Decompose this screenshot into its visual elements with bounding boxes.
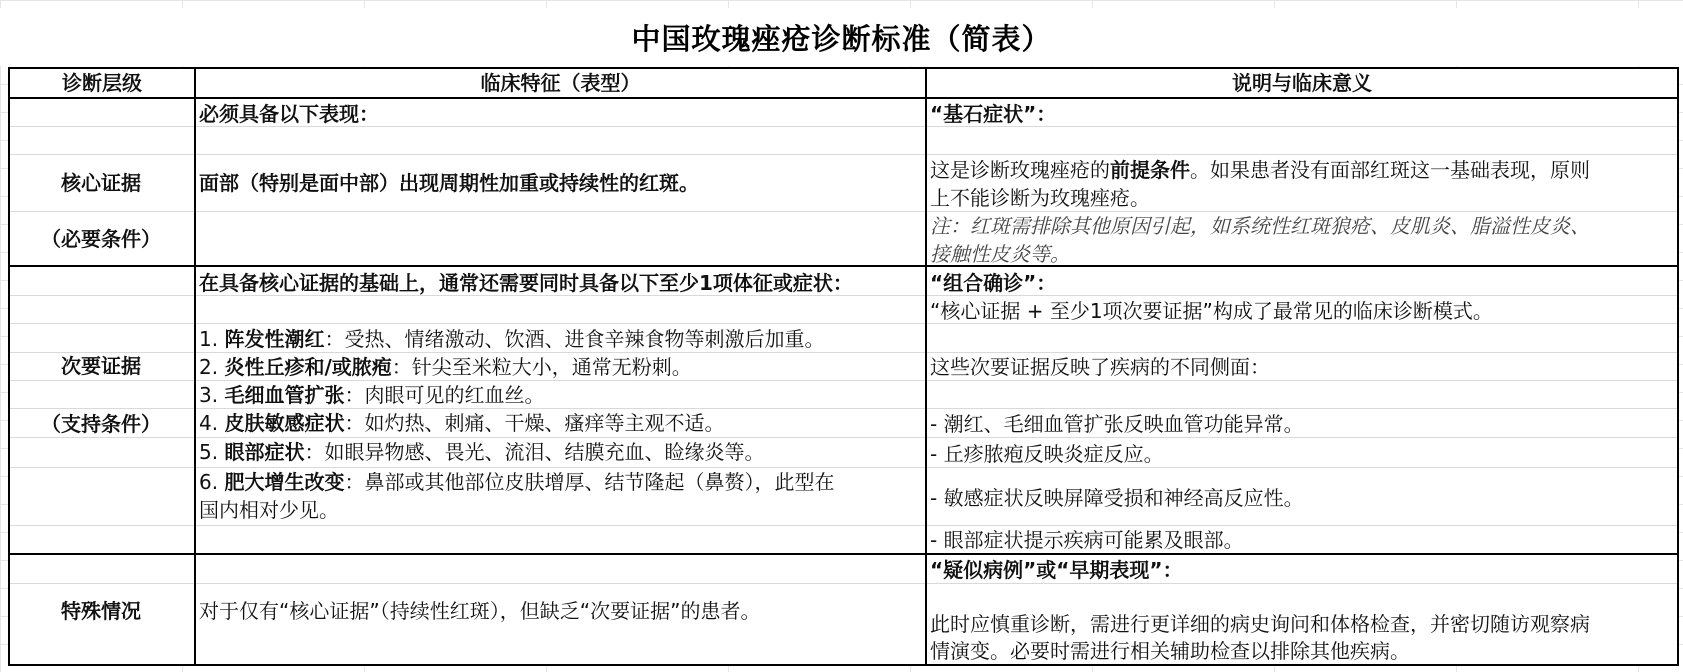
item-desc: ：如眼异物感、畏光、流泪、结膜充血、睑缘炎等。 [304, 440, 765, 464]
minor-exp-line2: 这些次要证据反映了疾病的不同侧面： [930, 355, 1270, 379]
item-number: 4. [199, 411, 225, 435]
table-title: 中国玫瑰痤疮诊断标准（简表） [0, 8, 1683, 66]
item-desc: ：如灼热、刺痛、干燥、瘙痒等主观不适。 [344, 411, 725, 435]
item-desc: ：针尖至米粒大小，通常无粉刺。 [391, 355, 692, 379]
item-desc: ：鼻部或其他部位皮肤增厚、结节隆起（鼻赘），此型在 [344, 470, 835, 494]
minor-bullet: - 丘疹脓疱反映炎症反应。 [930, 442, 1164, 466]
row-border [8, 553, 1679, 555]
item-name: 炎性丘疹和/或脓疱 [224, 355, 392, 379]
item-name: 眼部症状 [224, 440, 305, 464]
row-guide [8, 583, 1679, 584]
minor-item [199, 409, 724, 437]
item-number: 1. [199, 327, 225, 351]
core-feature: 面部（特别是面中部）出现周期性加重或持续性的红斑。 [199, 171, 699, 195]
minor-bullet: - 敏感症状反映屏障受损和神经高反应性。 [930, 486, 1304, 510]
item-desc: ：肉眼可见的红血丝。 [344, 383, 545, 407]
item-name: 皮肤敏感症状 [224, 411, 345, 435]
column-border [925, 67, 927, 666]
minor-item [199, 438, 764, 466]
core-note-line2: 接触性皮炎等。 [930, 242, 1070, 266]
special-level-label: 特殊情况 [61, 599, 141, 623]
item-desc: ：受热、情绪激动、饮酒、进食辛辣食物等刺激后加重。 [324, 327, 825, 351]
item-number: 6. [199, 470, 225, 494]
core-requirement: 必须具备以下表现： [199, 102, 379, 126]
core-exp-title: “基石症状”： [930, 102, 1057, 126]
special-exp-line2: 情演变。必要时需进行相关辅助检查以排除其他疾病。 [930, 639, 1410, 663]
header-level: 诊断层级 [62, 71, 142, 95]
header-border [8, 97, 1679, 99]
minor-item-continued: 国内相对少见。 [199, 498, 339, 522]
core-exp-bold: 前提条件 [1110, 158, 1190, 182]
row-guide [8, 525, 1679, 526]
core-exp-post: 。如果患者没有面部红斑这一基础表现，原则 [1190, 158, 1590, 182]
item-number: 2. [199, 355, 225, 379]
core-exp-line2: 上不能诊断为玫瑰痤疮。 [930, 186, 1150, 210]
core-exp-line1 [930, 156, 1590, 184]
minor-requirement: 在具备核心证据的基础上，通常还需要同时具备以下至少1项体征或症状： [199, 271, 853, 295]
table-border-bottom [8, 664, 1679, 666]
header-features: 临床特征（表型） [480, 71, 641, 95]
item-name: 肥大增生改变 [224, 470, 345, 494]
minor-item [199, 381, 544, 409]
row-guide [8, 154, 1679, 155]
minor-bullet: - 眼部症状提示疾病可能累及眼部。 [930, 528, 1244, 552]
minor-item [199, 353, 692, 381]
row-border [8, 265, 1679, 267]
item-number: 3. [199, 383, 225, 407]
special-exp-line1: 此时应慎重诊断，需进行更详细的病史询问和体格检查，并密切随访观察病 [930, 612, 1590, 636]
minor-exp-title: “组合确诊”： [930, 271, 1057, 295]
minor-item [199, 468, 834, 496]
special-exp-title: “疑似病例”或“早期表现”： [930, 558, 1183, 582]
core-level-label: 核心证据 [61, 171, 141, 195]
core-exp-pre: 这是诊断玫瑰痤疮的 [930, 158, 1110, 182]
minor-bullet: - 潮红、毛细血管扩张反映血管功能异常。 [930, 412, 1304, 436]
item-name: 阵发性潮红 [224, 327, 325, 351]
core-note-line1: 注：红斑需排除其他原因引起，如系统性红斑狼疮、皮肌炎、脂溢性皮炎、 [930, 214, 1590, 238]
header-explanation: 说明与临床意义 [1232, 71, 1372, 95]
minor-exp-line1: “核心证据 + 至少1项次要证据”构成了最常见的临床诊断模式。 [930, 299, 1493, 323]
column-border [194, 67, 196, 666]
minor-item [199, 325, 824, 353]
item-name: 毛细血管扩张 [224, 383, 345, 407]
item-number: 5. [199, 440, 225, 464]
special-feature: 对于仅有“核心证据”（持续性红斑），但缺乏“次要证据”的患者。 [199, 599, 761, 623]
table-border-right [1677, 67, 1679, 666]
core-level-sub: （必要条件） [41, 227, 161, 251]
minor-level-sub: （支持条件） [41, 412, 161, 436]
minor-level-label: 次要证据 [61, 354, 141, 378]
